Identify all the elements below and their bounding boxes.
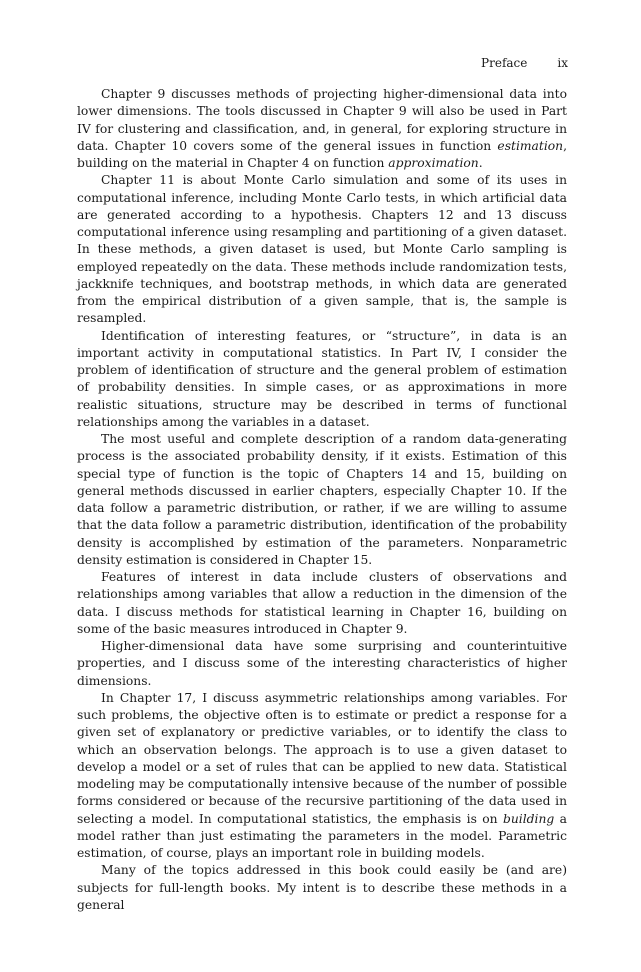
paragraph bbox=[77, 328, 567, 432]
text-run: , building on the material in Chapter 4 on function bbox=[77, 138, 567, 170]
text-run: a model rather than just estimating the parameters in the model. Parametric estimation, of course, plays an important role in building models. bbox=[77, 811, 567, 860]
text-run: Many of the topics addressed in this book could easily be (and are) subjects for full-length books. My intent is to describe these methods in a general bbox=[77, 863, 567, 912]
paragraph bbox=[77, 86, 567, 172]
paragraph bbox=[77, 638, 567, 690]
text-run: Chapter 9 discusses methods of projecting higher-dimensional data into lower dimensions. The tools discussed in Chapter 9 will also be used in Part IV for clustering and classification, and, in general, for exploring structure in data. Chapter 10 covers some of the general issues in function bbox=[77, 87, 567, 153]
text-run: In Chapter 17, I discuss asymmetric relationships among variables. For such problems, the objective often is to estimate or predict a response for a given set of explanatory or predictive variables, or to identify the class to which an observation belongs. The approach is to use a given dataset to develop a model or a set of rules that can be applied to new data. Statistical modeling may be computationally intensive because of the number of possible forms considered or because of the recursive partitioning of the data used in selecting a model. In computational statistics, the emphasis is on bbox=[77, 690, 567, 826]
text-run: Features of interest in data include clusters of observations and relationships among variables that allow a reduction in the dimension of the data. I discuss methods for statistical learning in Chapter 16, building on some of the basic measures introduced in Chapter 9. bbox=[77, 570, 567, 636]
body-text bbox=[77, 86, 567, 914]
paragraph bbox=[77, 172, 567, 327]
paragraph bbox=[77, 431, 567, 569]
text-run: . bbox=[478, 156, 483, 170]
italic-text: approximation bbox=[388, 156, 479, 170]
paragraph bbox=[77, 862, 567, 914]
running-head bbox=[481, 56, 568, 70]
text-run: Identification of interesting features, or “structure”, in data is an important activity in computational statistics. In Part IV, I consider the problem of identification of structure and the general problem of estimation of probability densities. In simple cases, or as approximations in more realistic situations, structure may be described in terms of functional relationships among the variables in a dataset. bbox=[77, 328, 567, 429]
paragraph bbox=[77, 690, 567, 863]
paragraph bbox=[77, 569, 567, 638]
italic-text: estimation bbox=[497, 138, 564, 153]
text-run: The most useful and complete description of a random data-generating process is the associated probability density, if it exists. Estimation of this special type of function is the topic of Chapters 14 and 15, building on general methods discussed in earlier chapters, especially Chapter 10. If the data follow a parametric distribution, or rather, if we are willing to assume that the data follow a parametric distribution, identification of the probability density is accomplished by estimation of the parameters. Nonparametric density estimation is considered in Chapter 15. bbox=[77, 432, 567, 567]
text-run: Higher-dimensional data have some surprising and counterintuitive properties, and I discuss some of the interesting characteristics of higher dimensions. bbox=[77, 639, 567, 688]
italic-text: building bbox=[503, 811, 555, 826]
page-number: ix bbox=[557, 56, 568, 70]
text-run: Chapter 11 is about Monte Carlo simulation and some of its uses in computational inference, including Monte Carlo tests, in which artificial data are generated according to a hypothesis. Chapters 12 and 13 discuss computational inference using resampling and partitioning of a given dataset. In these methods, a given dataset is used, but Monte Carlo sampling is employed repeatedly on the data. These methods include randomization tests, jackknife techniques, and bootstrap methods, in which data are generated from the empirical distribution of a given sample, that is, the sample is resampled. bbox=[77, 173, 567, 326]
section-title: Preface bbox=[481, 56, 528, 70]
